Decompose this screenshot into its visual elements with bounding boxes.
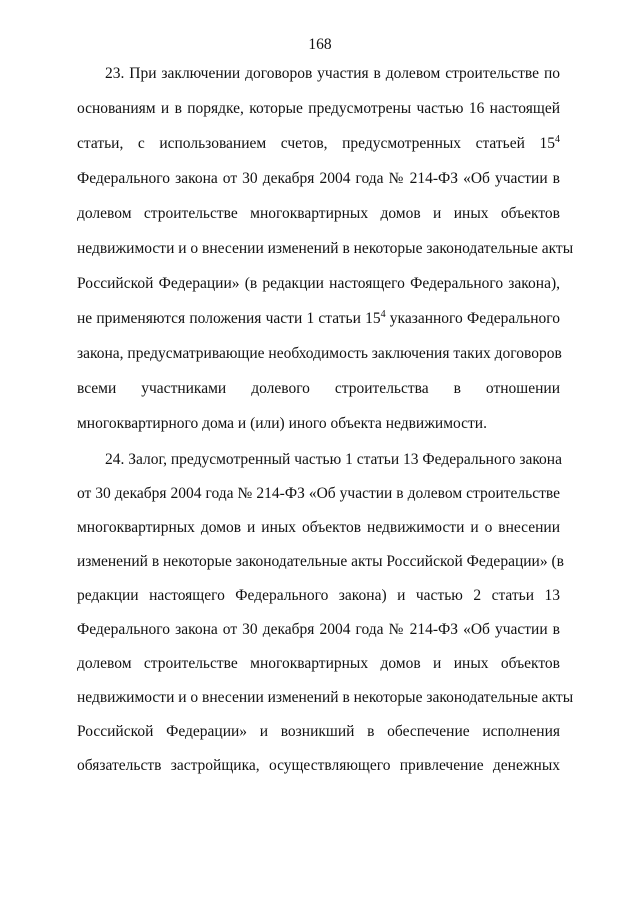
text-line: Российской Федерации» и возникший в обеспечение исполнения [77, 723, 560, 740]
superscript: 4 [380, 309, 386, 320]
text-line: всеми участниками долевого строительства в отношении [77, 380, 560, 397]
text-line [77, 134, 560, 154]
text-segment: указанного Федерального [385, 310, 560, 327]
text-segment: статьи, с использованием счетов, предусмотренных статьей 15 [77, 135, 555, 152]
text-line: 24. Залог, предусмотренный частью 1 статьи 13 Федерального закона [105, 451, 562, 468]
text-line: многоквартирных домов и иных объектов недвижимости и о внесении [77, 519, 560, 536]
text-line: многоквартирного дома и (или) иного объекта недвижимости. [77, 415, 487, 432]
text-line: основаниям и в порядке, которые предусмотрены частью 16 настоящей [77, 100, 560, 117]
text-line: Федерального закона от 30 декабря 2004 года № 214-ФЗ «Об участии в [77, 170, 560, 187]
text-line: долевом строительстве многоквартирных домов и иных объектов [77, 655, 560, 672]
text-line [77, 309, 560, 329]
text-line: недвижимости и о внесении изменений в некоторые законодательные акты [77, 240, 574, 257]
text-line: Федерального закона от 30 декабря 2004 года № 214-ФЗ «Об участии в [77, 621, 560, 638]
text-line: обязательств застройщика, осуществляющего привлечение денежных [77, 757, 560, 774]
text-line: от 30 декабря 2004 года № 214-ФЗ «Об участии в долевом строительстве [77, 485, 560, 502]
superscript: 4 [555, 134, 560, 145]
text-line: недвижимости и о внесении изменений в некоторые законодательные акты [77, 689, 574, 706]
text-line: долевом строительстве многоквартирных домов и иных объектов [77, 205, 560, 222]
text-line: редакции настоящего Федерального закона) и частью 2 статьи 13 [77, 587, 560, 604]
text-line: Российской Федерации» (в редакции настоящего Федерального закона), [77, 275, 560, 292]
text-line: закона, предусматривающие необходимость заключения таких договоров [77, 345, 562, 362]
text-segment: не применяются положения части 1 статьи 15 [77, 310, 381, 327]
text-line: 23. При заключении договоров участия в долевом строительстве по [105, 65, 560, 82]
text-line: изменений в некоторые законодательные акты Российской Федерации» (в [77, 553, 564, 570]
page-number: 168 [308, 36, 332, 53]
